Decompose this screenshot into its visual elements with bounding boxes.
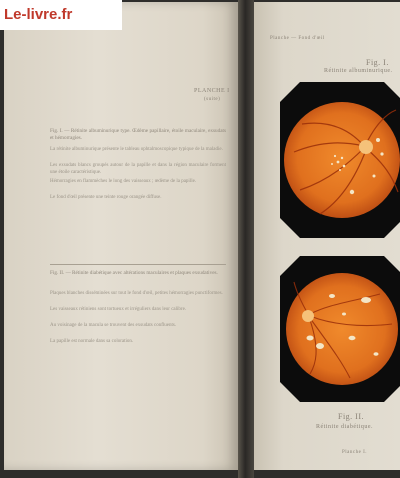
fig1-plate-label: Fig. I. [366,58,389,67]
fig2-body-3: Au voisinage de la macula se trouvent des exsudats confluents. [50,323,177,328]
fig2-body-1: Plaques blanches disséminées sur tout le fond d'œil, petites hémorragies punctiformes. [50,291,223,296]
fig2-plate-label: Fig. II. [338,412,364,421]
fig2-body-4: La papille est normale dans sa coloration. [50,339,134,344]
book-gutter [238,0,254,478]
fundus-plate-fig2 [280,254,400,404]
fig1-body-2: Les exsudats blancs groupés autour de la papille et dans la région maculaire forment une étoile caractéristique. [50,163,226,176]
plate-footer: Planche I. [342,450,367,455]
watermark: Le-livre.fr [0,0,122,30]
fig1-body-3: Hémorragies en flammèches le long des vaisseaux ; œdème de la papille. [50,179,197,184]
divider [50,264,226,265]
fig2-plate-caption: Rétinite diabétique. [316,424,373,430]
fig1-heading: Fig. I. — Rétinite albuminurique type. Œdème papillaire, étoile maculaire, exsudats et hémorragies. [50,128,226,142]
running-head: Planche — Fond d'œil [270,36,325,41]
fig2-body-2: Les vaisseaux rétiniens sont tortueux et irréguliers dans leur calibre. [50,307,187,312]
fig2-heading: Fig. II. — Rétinite diabétique avec altérations maculaires et plaques exsudatives. [50,270,218,276]
right-page [254,2,400,470]
plate-header-title: PLANCHE I [194,88,230,94]
left-page [4,2,238,470]
fundus-plate-fig1 [280,80,400,240]
fig1-plate-caption: Rétinite albuminurique. [324,68,393,74]
fig1-body-1: La rétinite albuminurique présente le tableau ophtalmoscopique typique de la maladie. [50,147,223,152]
plate-header-sub: (suite) [204,97,221,102]
fig1-body-4: Le fond d'œil présente une teinte rouge orangée diffuse. [50,195,162,200]
